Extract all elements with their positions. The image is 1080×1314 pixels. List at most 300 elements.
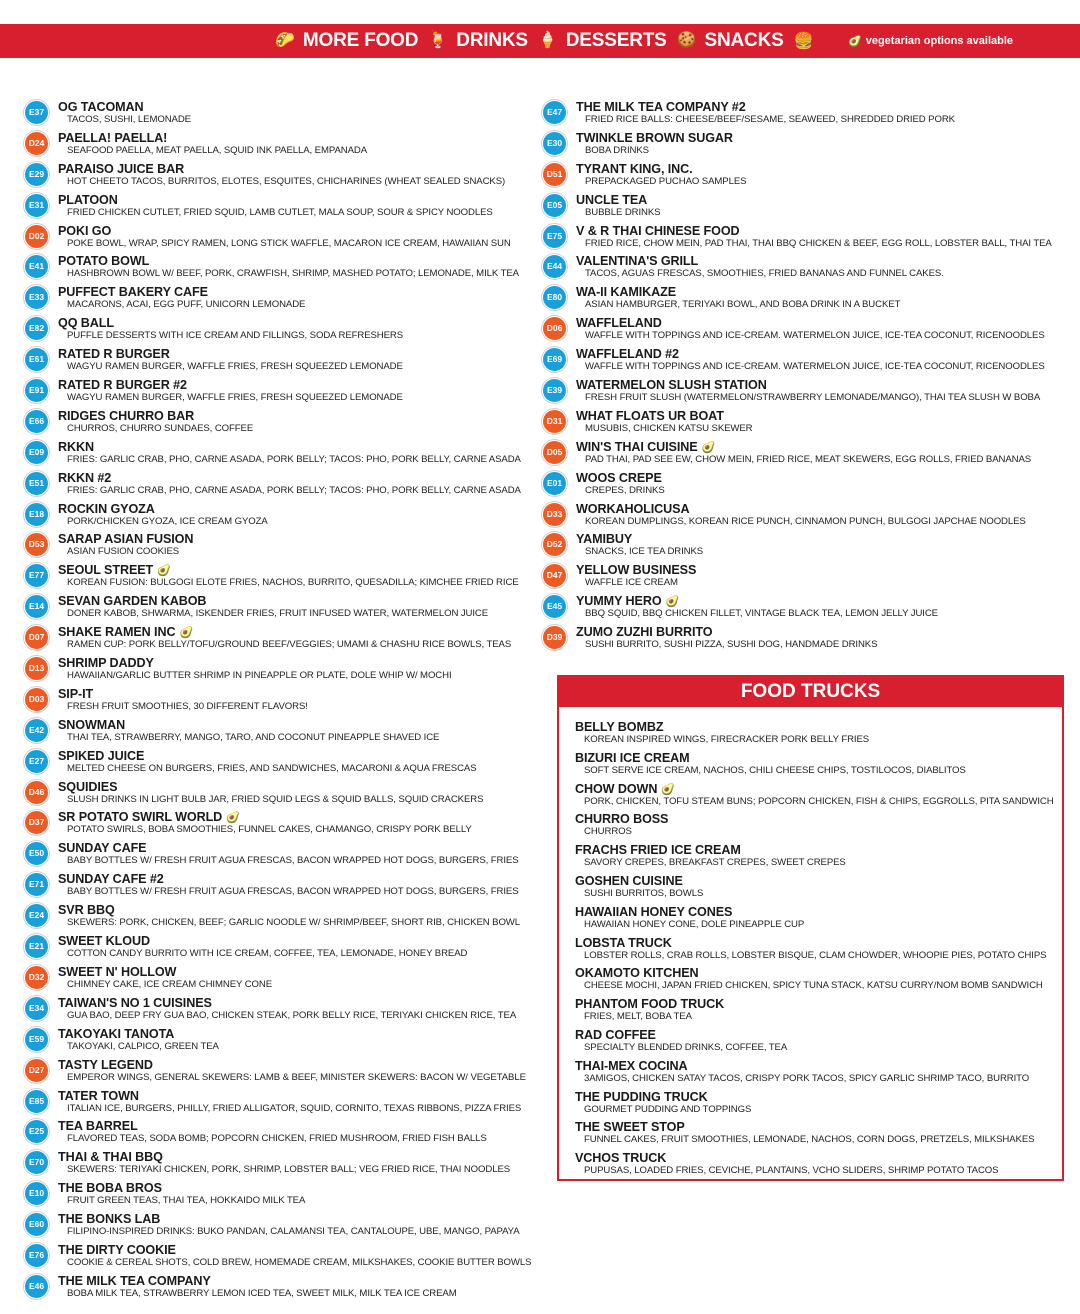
vendor-entry — [540, 563, 1070, 594]
vendor-description: FRIED RICE BALLS: CHEESE/BEEF/SESAME, SEAWEED, SHREDDED DRIED PORK — [585, 114, 955, 125]
booth-badge: E01 — [542, 471, 567, 496]
booth-badge: E45 — [542, 594, 567, 619]
vendor-name — [576, 471, 662, 485]
vendor-description: FRIED CHICKEN CUTLET, FRIED SQUID, LAMB CUTLET, MALA SOUP, SOUR & SPICY NOODLES — [67, 206, 493, 218]
vendor-entry — [22, 285, 542, 316]
vendor-entry — [22, 1243, 542, 1274]
vendor-entry — [22, 224, 542, 255]
vendor-name-text: SR POTATO SWIRL WORLD — [58, 810, 223, 825]
booth-badge: E37 — [24, 100, 49, 125]
food-truck-entry — [575, 997, 1060, 1028]
vendor-name-text: SUNDAY CAFE #2 — [58, 872, 164, 887]
food-truck-name — [575, 751, 690, 765]
vendor-description: HASHBROWN BOWL W/ BEEF, PORK, CRAWFISH, SHRIMP, MASHED POTATO; LEMONADE, MILK TEA — [67, 268, 519, 280]
vendor-name-text: SNOWMAN — [58, 717, 126, 732]
food-truck-entry — [575, 936, 1060, 967]
vendor-name-text: RKKN — [58, 439, 94, 454]
vegetarian-note-text: vegetarian options available — [865, 35, 1014, 47]
food-truck-description: GOURMET PUDDING AND TOPPINGS — [584, 1103, 752, 1115]
vendor-name — [576, 224, 740, 238]
food-truck-description: PUPUSAS, LOADED FRIES, CEVICHE, PLANTAINS, VCHO SLIDERS, SHRIMP POTATO TACOS — [584, 1165, 999, 1177]
booth-badge: E33 — [24, 285, 49, 310]
vendor-entry — [22, 1181, 542, 1212]
vendor-name — [58, 1181, 162, 1195]
vendor-name-text: QQ BALL — [58, 316, 114, 331]
vendor-description: ASIAN HAMBURGER, TERIYAKI BOWL, AND BOBA DRINK IN A BUCKET — [585, 299, 901, 311]
vendor-name — [576, 254, 698, 268]
vendor-description: FRIED RICE, CHOW MEIN, PAD THAI, THAI BBQ CHICKEN & BEEF, EGG ROLL, LOBSTER BALL, THAI TEA — [585, 237, 1052, 249]
vendor-entry — [22, 1274, 542, 1305]
food-truck-name — [575, 1028, 656, 1042]
food-truck-name — [575, 936, 672, 950]
vendor-name — [58, 687, 93, 701]
vendor-description: FRESH FRUIT SMOOTHIES, 30 DIFFERENT FLAVORS! — [67, 700, 308, 712]
vendor-name-text: V & R THAI CHINESE FOOD — [576, 223, 740, 238]
vendor-entry — [22, 1058, 542, 1089]
booth-badge: D31 — [542, 409, 567, 434]
vendor-entry — [540, 502, 1070, 533]
vendor-name-text: ZUMO ZUZHI BURRITO — [576, 625, 713, 640]
vendor-entry — [22, 316, 542, 347]
vendor-entry — [22, 131, 542, 162]
booth-badge: D27 — [24, 1058, 49, 1083]
vendor-description: WAGYU RAMEN BURGER, WAFFLE FRIES, FRESH SQUEEZED LEMONADE — [67, 392, 403, 404]
food-truck-entry — [575, 720, 1060, 751]
vendor-entry — [22, 965, 542, 996]
vendor-name — [58, 872, 164, 886]
vendor-name-text: THE MILK TEA COMPANY — [58, 1273, 211, 1288]
booth-badge: E44 — [542, 254, 567, 279]
category-list — [275, 24, 813, 58]
vendor-name — [58, 1089, 139, 1103]
vendor-description: SKEWERS: PORK, CHICKEN, BEEF; GARLIC NOODLE W/ SHRIMP/BEEF, SHORT RIB, CHICKEN BOWL — [67, 917, 520, 929]
food-truck-name-text: RAD COFFEE — [575, 1027, 656, 1042]
vendor-name-text: SUNDAY CAFE — [58, 841, 147, 856]
vendor-description: PAD THAI, PAD SEE EW, CHOW MEIN, FRIED RICE, MEAT SKEWERS, EGG ROLLS, FRIED BANANAS — [585, 453, 1032, 465]
booth-badge: D32 — [24, 965, 49, 990]
vendor-name-text: SWEET N' HOLLOW — [58, 964, 177, 979]
vendor-name-text: POKI GO — [58, 223, 112, 238]
vendor-name — [576, 409, 724, 423]
vendor-name — [58, 656, 154, 670]
vendor-entry — [22, 1119, 542, 1150]
vendor-name-text: SQUIDIES — [58, 779, 118, 794]
cocktail-icon: 🍹 — [428, 32, 449, 49]
food-truck-description: 3AMIGOS, CHICKEN SATAY TACOS, CRISPY PORK TACOS, SPICY GARLIC SHRIMP TACO, BURRITO — [584, 1072, 1030, 1084]
vendor-name — [58, 1150, 163, 1164]
vendor-name — [58, 810, 240, 824]
vendor-entry — [22, 1089, 542, 1120]
vendor-name — [58, 409, 194, 423]
vendor-entry — [22, 656, 542, 687]
vendor-name — [58, 1274, 211, 1288]
vendor-description: BOBA DRINKS — [585, 144, 649, 156]
vendor-description: SKEWERS: TERIYAKI CHICKEN, PORK, SHRIMP, LOBSTER BALL; VEG FRIED RICE, THAI NOODLES — [67, 1164, 511, 1176]
category-snacks — [677, 30, 784, 52]
vendor-name — [58, 1027, 174, 1041]
vendor-name — [576, 100, 746, 114]
vendor-entry — [540, 316, 1070, 347]
food-truck-entry — [575, 843, 1060, 874]
category-label: SNACKS — [704, 30, 784, 51]
vendor-description: WAFFLE WITH TOPPINGS AND ICE-CREAM. WATERMELON JUICE, ICE-TEA COCONUT, RICENOODLES — [585, 361, 1045, 373]
vendor-name — [58, 254, 149, 268]
vendor-description: COTTON CANDY BURRITO WITH ICE CREAM, COFFEE, TEA, LEMONADE, HONEY BREAD — [67, 948, 468, 960]
vendor-entry — [22, 780, 542, 811]
booth-badge: E29 — [24, 162, 49, 187]
vendor-description: EMPEROR WINGS, GENERAL SKEWERS: LAMB & BEEF, MINISTER SKEWERS: BACON W/ VEGETABLE — [67, 1071, 526, 1083]
vendor-entry — [540, 285, 1070, 316]
vendor-description: WAFFLE WITH TOPPINGS AND ICE-CREAM. WATERMELON JUICE, ICE-TEA COCONUT, RICENOODLES — [585, 330, 1045, 342]
vendor-description: POTATO SWIRLS, BOBA SMOOTHIES, FUNNEL CAKES, CHAMANGO, CRISPY PORK BELLY — [67, 824, 472, 836]
vendor-description: SEAFOOD PAELLA, MEAT PAELLA, SQUID INK PAELLA, EMPANADA — [67, 144, 367, 156]
vendor-name — [58, 625, 193, 639]
vendor-name-text: RATED R BURGER — [58, 347, 170, 362]
booth-badge: E10 — [24, 1181, 49, 1206]
booth-badge: E30 — [542, 131, 567, 156]
vendor-description: TAKOYAKI, CALPICO, GREEN TEA — [67, 1040, 219, 1052]
category-label: DRINKS — [456, 30, 528, 51]
vendor-name-text: SARAP ASIAN FUSION — [58, 532, 194, 547]
vendor-name — [58, 162, 184, 176]
vendor-entry — [540, 224, 1070, 255]
vendor-name — [58, 440, 94, 454]
vendor-entry — [22, 471, 542, 502]
vendor-name-text: THE DIRTY COOKIE — [58, 1242, 176, 1257]
booth-badge: E24 — [24, 903, 49, 928]
vendor-entry — [22, 996, 542, 1027]
food-truck-description: FUNNEL CAKES, FRUIT SMOOTHIES, LEMONADE, NACHOS, CORN DOGS, PRETZELS, MILKSHAKES — [584, 1134, 1035, 1146]
booth-badge: E66 — [24, 409, 49, 434]
booth-badge: E60 — [24, 1212, 49, 1237]
food-truck-entry — [575, 905, 1060, 936]
vendor-name-text: WOOS CREPE — [576, 470, 662, 485]
vendor-entry — [22, 934, 542, 965]
avocado-icon: 🥑 — [701, 441, 716, 454]
vendor-entry — [22, 749, 542, 780]
vendor-description: BOBA MILK TEA, STRAWBERRY LEMON ICED TEA, SWEET MILK, MILK TEA ICE CREAM — [67, 1287, 457, 1299]
vendor-description: WAGYU RAMEN BURGER, WAFFLE FRIES, FRESH SQUEEZED LEMONADE — [67, 361, 403, 373]
category-more-food — [275, 30, 418, 52]
vendor-list-left — [22, 100, 542, 1305]
vendor-name-text: UNCLE TEA — [576, 192, 648, 207]
food-truck-description: LOBSTER ROLLS, CRAB ROLLS, LOBSTER BISQUE, CLAM CHOWDER, WHOOPIE PIES, POTATO CHIPS — [584, 949, 1047, 961]
booth-badge: E70 — [24, 1150, 49, 1175]
vendor-name-text: PARAISO JUICE BAR — [58, 161, 185, 176]
booth-badge: E14 — [24, 594, 49, 619]
food-truck-entry — [575, 1090, 1060, 1121]
vendor-name-text: TEA BARREL — [58, 1119, 138, 1134]
vendor-name-text: PAELLA! PAELLA! — [58, 130, 168, 145]
food-truck-name-text: HAWAIIAN HONEY CONES — [575, 904, 733, 919]
vendor-name-text: THE BOBA BROS — [58, 1181, 162, 1196]
vendor-entry — [540, 440, 1070, 471]
category-label: MORE FOOD — [302, 30, 419, 51]
booth-badge: D47 — [542, 563, 567, 588]
vendor-entry — [22, 347, 542, 378]
vendor-description: FLAVORED TEAS, SODA BOMB; POPCORN CHICKEN, FRIED MUSHROOM, FRIED FISH BALLS — [67, 1133, 487, 1145]
food-truck-name — [575, 1120, 685, 1134]
vendor-name — [58, 903, 115, 917]
avocado-icon: 🥑 — [179, 627, 194, 640]
vendor-description: BBQ SQUID, BBQ CHICKEN FILLET, VINTAGE BLACK TEA, LEMON JELLY JUICE — [585, 608, 938, 620]
vendor-description: SUSHI BURRITO, SUSHI PIZZA, SUSHI DOG, HANDMADE DRINKS — [585, 639, 878, 651]
vendor-name-text: TAIWAN'S NO 1 CUISINES — [58, 995, 212, 1010]
vendor-name — [576, 532, 632, 546]
vendor-entry — [22, 841, 542, 872]
food-truck-entry — [575, 874, 1060, 905]
booth-badge: D53 — [24, 532, 49, 557]
burger-icon: 🍔 — [793, 33, 814, 50]
vendor-name — [576, 347, 679, 361]
avocado-icon: 🥑 — [848, 35, 862, 48]
vendor-name-text: PLATOON — [58, 192, 118, 207]
vendor-name — [58, 594, 206, 608]
vendor-name — [576, 625, 713, 639]
booth-badge: E75 — [542, 224, 567, 249]
booth-badge: E39 — [542, 378, 567, 403]
vendor-name-text: WAFFLELAND — [576, 316, 662, 331]
vendor-description: FRIES: GARLIC CRAB, PHO, CARNE ASADA, PORK BELLY; TACOS: PHO, PORK BELLY, CARNE ASADA — [67, 453, 521, 465]
vendor-description: ASIAN FUSION COOKIES — [67, 546, 180, 558]
vendor-entry — [22, 193, 542, 224]
vendor-name — [58, 316, 114, 330]
vendor-entry — [22, 100, 542, 131]
vendor-entry — [22, 903, 542, 934]
avocado-icon: 🥑 — [661, 783, 675, 796]
vendor-name-text: THE BONKS LAB — [58, 1212, 161, 1227]
vendor-entry — [22, 409, 542, 440]
food-truck-name-text: CHURRO BOSS — [575, 812, 669, 827]
vendor-description: BUBBLE DRINKS — [585, 206, 661, 218]
booth-badge: E59 — [24, 1027, 49, 1052]
vendor-entry — [540, 162, 1070, 193]
food-truck-name — [575, 997, 724, 1011]
vendor-entry — [22, 594, 542, 625]
vendor-entry — [540, 254, 1070, 285]
vendor-description: BABY BOTTLES W/ FRESH FRUIT AGUA FRESCAS, BACON WRAPPED HOT DOGS, BURGERS, FRIES — [67, 855, 519, 867]
vendor-name — [576, 285, 676, 299]
food-truck-description: FRIES, MELT, BOBA TEA — [584, 1011, 692, 1023]
food-truck-name-text: CHOW DOWN — [575, 781, 658, 796]
vendor-entry — [22, 254, 542, 285]
food-truck-name — [575, 782, 675, 796]
vendor-name — [58, 1058, 153, 1072]
booth-badge: D37 — [24, 810, 49, 835]
vendor-description: FRUIT GREEN TEAS, THAI TEA, HOKKAIDO MILK TEA — [67, 1195, 306, 1207]
booth-badge: E18 — [24, 502, 49, 527]
vendor-name — [58, 841, 146, 855]
food-truck-name-text: OKAMOTO KITCHEN — [575, 966, 699, 981]
vendor-name-text: WIN'S THAI CUISINE — [576, 439, 698, 454]
vendor-name — [58, 378, 187, 392]
vendor-entry — [22, 1212, 542, 1243]
vendor-entry — [22, 687, 542, 718]
vendor-name-text: WORKAHOLICUSA — [576, 501, 690, 516]
booth-badge: D33 — [542, 502, 567, 527]
vendor-name-text: WHAT FLOATS UR BOAT — [576, 408, 724, 423]
booth-badge: D06 — [542, 316, 567, 341]
booth-badge: E82 — [24, 316, 49, 341]
booth-badge: E91 — [24, 378, 49, 403]
booth-badge: D52 — [542, 532, 567, 557]
booth-badge: E09 — [24, 440, 49, 465]
vendor-description: SNACKS, ICE TEA DRINKS — [585, 546, 704, 558]
vendor-name — [58, 1243, 176, 1257]
booth-badge: E41 — [24, 254, 49, 279]
vendor-name — [58, 502, 155, 516]
ice-cream-icon: 🍦 — [537, 32, 558, 49]
food-truck-description: SPECIALTY BLENDED DRINKS, COFFEE, TEA — [584, 1041, 788, 1053]
food-truck-name — [575, 843, 741, 857]
booth-badge: E61 — [24, 347, 49, 372]
vendor-entry — [540, 347, 1070, 378]
food-trucks-title: FOOD TRUCKS — [559, 677, 1062, 707]
vendor-entry — [540, 100, 1070, 131]
cookie-icon: 🍪 — [676, 32, 697, 49]
taco-icon: 🌮 — [275, 32, 295, 49]
vendor-description: WAFFLE ICE CREAM — [585, 577, 678, 589]
booth-badge: E21 — [24, 934, 49, 959]
header-bar — [0, 24, 1080, 58]
vendor-name-text: VALENTINA'S GRILL — [576, 254, 699, 269]
vendor-name-text: TYRANT KING, INC. — [576, 161, 693, 176]
vendor-name-text: SEVAN GARDEN KABOB — [58, 594, 207, 609]
food-truck-name — [575, 720, 663, 734]
vendor-name-text: POTATO BOWL — [58, 254, 150, 269]
vendor-description: PUFFLE DESSERTS WITH ICE CREAM AND FILLINGS, SODA REFRESHERS — [67, 330, 404, 342]
food-truck-entry — [575, 1028, 1060, 1059]
vendor-name-text: ROCKIN GYOZA — [58, 501, 155, 516]
vendor-entry — [540, 625, 1070, 656]
vendor-name-text: YELLOW BUSINESS — [576, 563, 697, 578]
vendor-description: MUSUBIS, CHICKEN KATSU SKEWER — [585, 422, 753, 434]
vendor-description: TACOS, SUSHI, LEMONADE — [67, 114, 191, 125]
vendor-description: POKE BOWL, WRAP, SPICY RAMEN, LONG STICK WAFFLE, MACARON ICE CREAM, HAWAIIAN SUN — [67, 237, 511, 249]
vendor-entry — [540, 193, 1070, 224]
booth-badge: D02 — [24, 224, 49, 249]
booth-badge: E46 — [24, 1274, 49, 1299]
vendor-description: PORK/CHICKEN GYOZA, ICE CREAM GYOZA — [67, 515, 268, 527]
vendor-entry — [22, 162, 542, 193]
vendor-name-text: RATED R BURGER #2 — [58, 378, 187, 393]
food-truck-name-text: BELLY BOMBZ — [575, 720, 664, 734]
food-truck-name-text: THE PUDDING TRUCK — [575, 1089, 708, 1104]
vendor-name-text: TASTY LEGEND — [58, 1057, 153, 1072]
vendor-description: SLUSH DRINKS IN LIGHT BULB JAR, FRIED SQUID LEGS & SQUID BALLS, SQUID CRACKERS — [67, 793, 484, 805]
booth-badge: E85 — [24, 1089, 49, 1114]
vendor-name — [576, 131, 733, 145]
food-truck-name — [575, 812, 668, 826]
vendor-name — [58, 563, 171, 577]
food-truck-name-text: BIZURI ICE CREAM — [575, 750, 690, 765]
booth-badge: D46 — [24, 780, 49, 805]
vendor-description: KOREAN DUMPLINGS, KOREAN RICE PUNCH, CINNAMON PUNCH, BULGOGI JAPCHAE NOODLES — [585, 515, 1026, 527]
booth-badge: E50 — [24, 841, 49, 866]
food-truck-entry — [575, 1059, 1060, 1090]
food-truck-name-text: PHANTOM FOOD TRUCK — [575, 997, 725, 1012]
food-truck-description: HAWAIIAN HONEY CONE, DOLE PINEAPPLE CUP — [584, 918, 805, 930]
vendor-entry — [22, 1027, 542, 1058]
vendor-entry — [22, 378, 542, 409]
vendor-description: HAWAIIAN/GARLIC BUTTER SHRIMP IN PINEAPPLE OR PLATE, DOLE WHIP W/ MOCHI — [67, 670, 452, 682]
booth-badge: D07 — [24, 625, 49, 650]
avocado-icon: 🥑 — [665, 596, 680, 609]
vendor-description: MELTED CHEESE ON BURGERS, FRIES, AND SANDWICHES, MACARONI & AQUA FRESCAS — [67, 762, 477, 774]
food-truck-entry — [575, 751, 1060, 782]
vendor-description: PREPACKAGED PUCHAO SAMPLES — [585, 175, 747, 187]
food-truck-entry — [575, 812, 1060, 843]
vendor-name-text: YUMMY HERO — [576, 594, 662, 609]
food-truck-name-text: FRACHS FRIED ICE CREAM — [575, 843, 741, 858]
vendor-name-text: SPIKED JUICE — [58, 748, 145, 763]
vendor-entry — [540, 594, 1070, 625]
booth-badge: D13 — [24, 656, 49, 681]
vendor-name — [576, 502, 689, 516]
vendor-description: DONER KABOB, SHWARMA, ISKENDER FRIES, FRUIT INFUSED WATER, WATERMELON JUICE — [67, 608, 489, 620]
booth-badge: D51 — [542, 162, 567, 187]
vendor-name-text: SWEET KLOUD — [58, 934, 150, 949]
food-trucks-list — [575, 720, 1060, 1182]
vendor-name — [576, 162, 693, 176]
vendor-description: FILIPINO-INSPIRED DRINKS: BUKO PANDAN, CALAMANSI TEA, CANTALOUPE, UBE, MANGO, PAPAYA — [67, 1226, 520, 1238]
vendor-name-text: THAI & THAI BBQ — [58, 1150, 163, 1165]
vendor-name-text: SIP-IT — [58, 686, 94, 701]
avocado-icon: 🥑 — [157, 565, 171, 578]
vendor-entry — [22, 532, 542, 563]
booth-badge: E76 — [24, 1243, 49, 1268]
food-truck-name — [575, 1151, 666, 1165]
vendor-name — [576, 378, 767, 392]
vendor-name — [576, 440, 715, 454]
vendor-name-text: OG TACOMAN — [58, 100, 144, 114]
booth-badge: E51 — [24, 471, 49, 496]
vegetarian-note — [848, 24, 1013, 58]
vendor-entry — [540, 378, 1070, 409]
vendor-name-text: WA-II KAMIKAZE — [576, 285, 677, 300]
booth-badge: E31 — [24, 193, 49, 218]
vendor-entry — [22, 625, 542, 656]
vendor-name — [58, 1212, 160, 1226]
food-truck-entry — [575, 1120, 1060, 1151]
booth-badge: E25 — [24, 1119, 49, 1144]
booth-badge: E05 — [542, 193, 567, 218]
booth-badge: E27 — [24, 749, 49, 774]
food-truck-description: SAVORY CREPES, BREAKFAST CREPES, SWEET CREPES — [584, 857, 846, 869]
booth-badge: E47 — [542, 100, 567, 125]
vendor-name — [576, 594, 679, 608]
vendor-entry — [22, 810, 542, 841]
vendor-entry — [22, 718, 542, 749]
vendor-name-text: WAFFLELAND #2 — [576, 347, 679, 362]
food-truck-name-text: THAI-MEX COCINA — [575, 1058, 688, 1073]
food-truck-name — [575, 1059, 688, 1073]
vendor-name — [576, 563, 696, 577]
food-truck-description: CHURROS — [584, 826, 632, 838]
food-truck-description: SUSHI BURRITOS, BOWLS — [584, 887, 704, 899]
vendor-name — [58, 193, 118, 207]
vendor-description: CREPES, DRINKS — [585, 484, 665, 496]
booth-badge: D39 — [542, 625, 567, 650]
vendor-name — [58, 780, 117, 794]
vendor-name-text: RKKN #2 — [58, 470, 112, 485]
food-truck-description: SOFT SERVE ICE CREAM, NACHOS, CHILI CHEESE CHIPS, TOSTILOCOS, DIABLITOS — [584, 764, 966, 776]
vendor-name-text: PUFFECT BAKERY CAFE — [58, 285, 208, 300]
vendor-entry — [22, 440, 542, 471]
category-desserts — [538, 30, 667, 52]
food-truck-name — [575, 874, 683, 888]
vendor-name-text: THE MILK TEA COMPANY #2 — [576, 100, 746, 114]
